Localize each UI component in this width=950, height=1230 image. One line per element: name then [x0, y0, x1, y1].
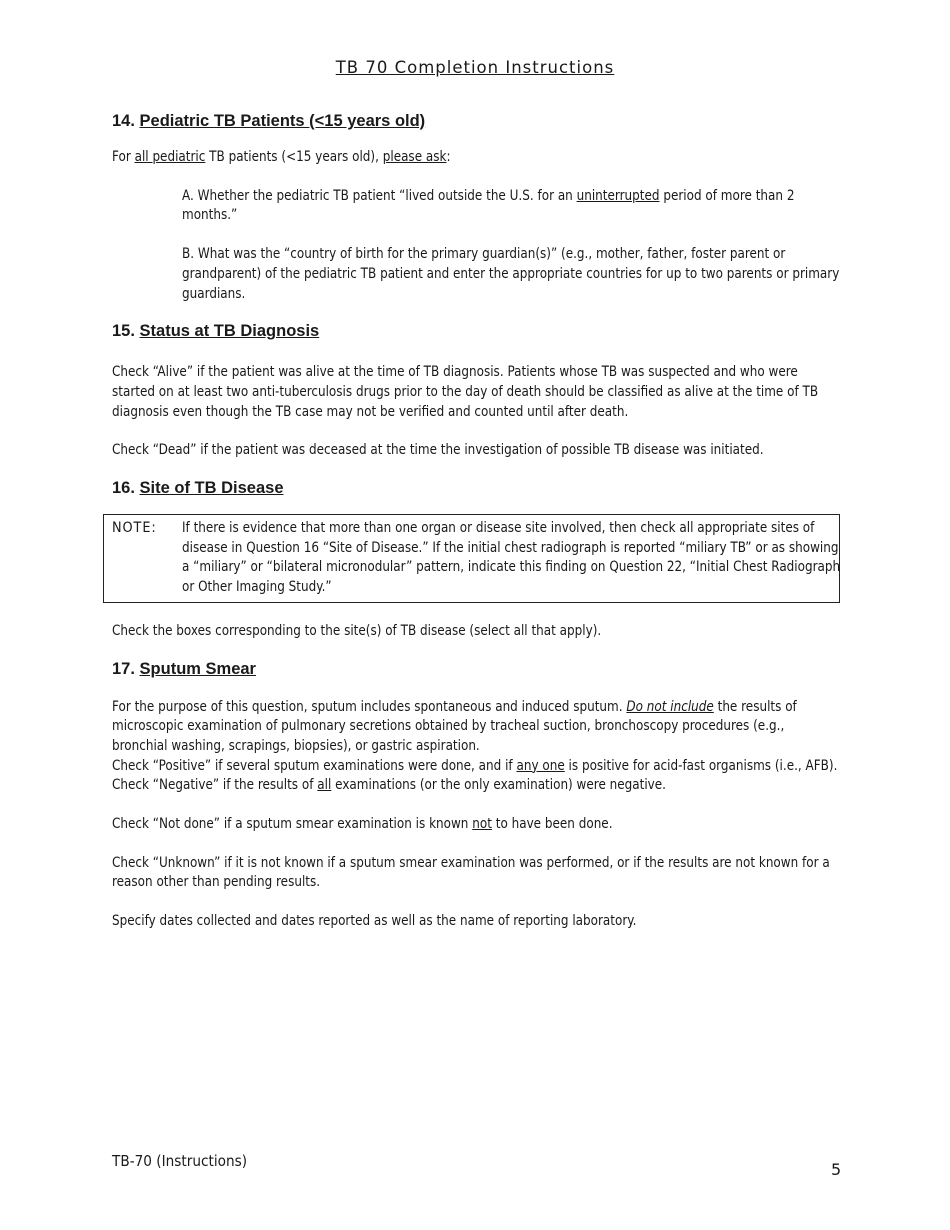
section-14-heading: 14. Pediatric TB Patients (<15 years old) — [112, 112, 426, 130]
section-17-positive: Check “Positive” if several sputum examinations were done, and if any one is positive for acid-fast organisms (i.e., AFB). — [112, 757, 838, 774]
page-title: TB 70 Completion Instructions — [335, 58, 615, 77]
section-16-heading: 16. Site of TB Disease — [112, 479, 284, 498]
note-label: NOTE: — [112, 520, 157, 537]
note-box — [103, 514, 840, 603]
note-text: If there is evidence that more than one organ or disease site involved, then check all appropriate sites of disease in Question 16 “Site of Disease.” If the initial chest radiograph is reported “miliary TB” or as showing a “miliary” or “bilateral micronodular” pattern, indicate this finding on Question 22, “Initial Chest Radiograph or Other Imaging Study.” — [182, 520, 841, 596]
section-17-dates: Specify dates collected and dates reported as well as the name of reporting laboratory. — [112, 913, 637, 930]
section-17-title: Sputum Smear — [139, 659, 256, 678]
section-14-item-a: A. Whether the pediatric TB patient “lived outside the U.S. for an uninterrupted period of more than 2 months.” — [182, 187, 795, 224]
section-15-alive: Check “Alive” if the patient was alive at the time of TB diagnosis. Patients whose TB was suspected and who were started on at least two anti-tuberculosis drugs prior to the day of death should be classified as alive at the time of TB diagnosis even though the TB case may not be verified and counted until after death. — [112, 364, 819, 420]
section-17-notdone: Check “Not done” if a sputum smear examination is known not to have been done. — [112, 816, 613, 833]
section-17-purpose: For the purpose of this question, sputum includes spontaneous and induced sputum. Do not include the results of microscopic examination of pulmonary secretions obtained by tracheal suction, bronchoscopy procedures (e.g., bronchial washing, scrapings, biopsies), or gastric aspiration. — [112, 698, 797, 754]
section-14-intro: For all pediatric TB patients (<15 years old), please ask: — [112, 149, 451, 165]
section-17-unknown: Check “Unknown” if it is not known if a sputum smear examination was performed, or if the results are not known for a reason other than pending results. — [112, 854, 830, 891]
document-body — [112, 112, 842, 932]
section-14-title: Pediatric TB Patients (<15 years old) — [139, 112, 426, 130]
section-16-title: Site of TB Disease — [139, 479, 284, 498]
section-14-item-b: B. What was the “country of birth for the primary guardian(s)” (e.g., mother, father, foster parent or grandparent) of the pediatric TB patient and enter the appropriate countries for up to two parents or primary guardians. — [182, 246, 840, 302]
section-17-heading: 17. Sputum Smear — [112, 659, 256, 678]
section-16-check: Check the boxes corresponding to the site(s) of TB disease (select all that apply). — [112, 622, 602, 639]
footer-form-id: TB-70 (Instructions) — [112, 1152, 248, 1170]
page-number: 5 — [831, 1160, 842, 1179]
section-15-dead: Check “Dead” if the patient was deceased at the time the investigation of possible TB disease was initiated. — [112, 442, 764, 459]
section-15-title: Status at TB Diagnosis — [139, 322, 320, 341]
section-15-heading: 15. Status at TB Diagnosis — [112, 322, 320, 341]
section-17-negative: Check “Negative” if the results of all examinations (or the only examination) were negative. — [112, 777, 666, 794]
